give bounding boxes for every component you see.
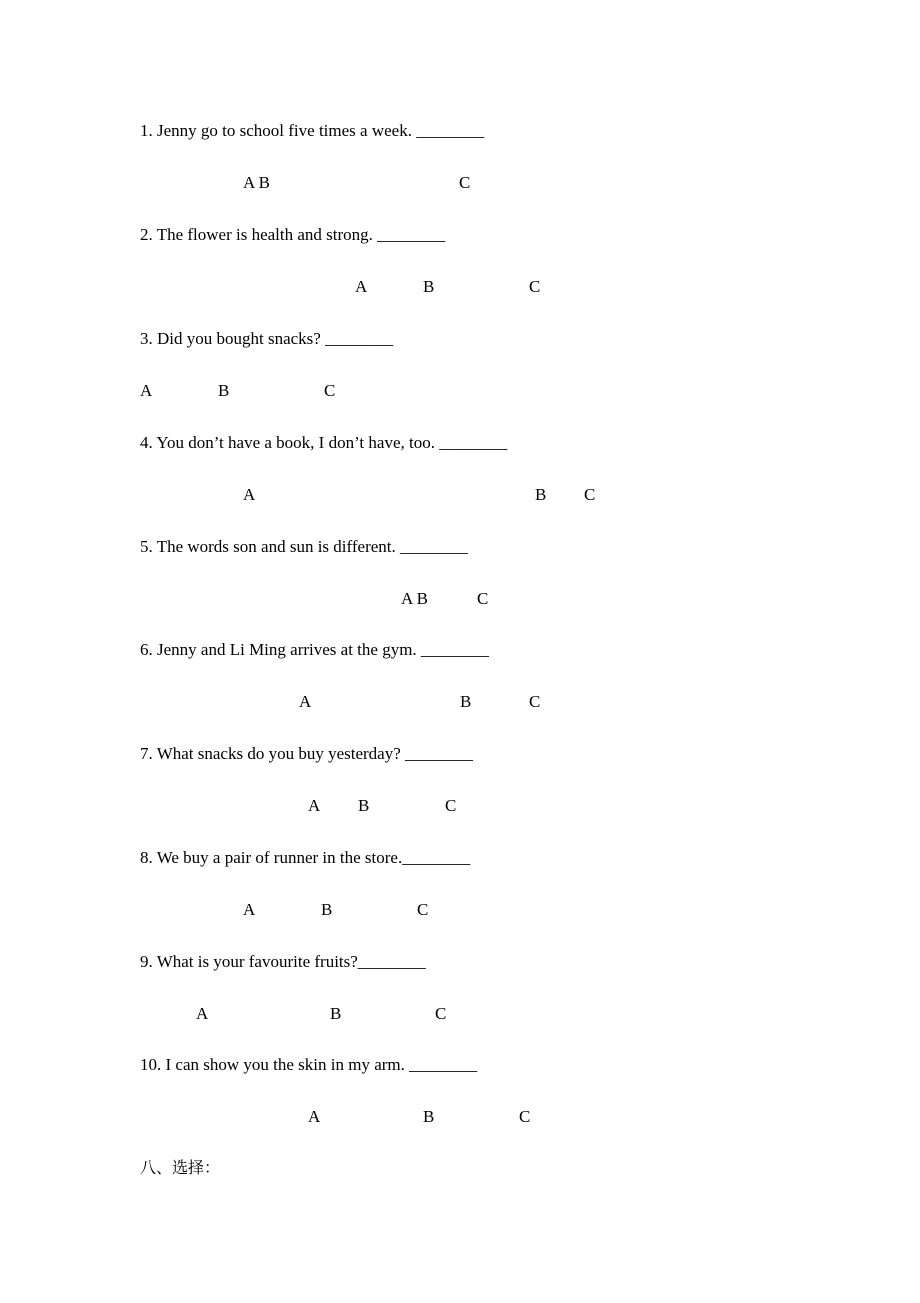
question-7-text: 7. What snacks do you buy yesterday? ________ [140,744,474,763]
question-4-option-b: B [535,485,547,504]
question-7-option-a: A [308,796,321,815]
question-9-text: 9. What is your favourite fruits?________ [140,952,426,971]
question-6-option-c: C [529,692,541,711]
question-2-option-c: C [529,277,541,296]
question-6-option-a: A [299,692,312,711]
question-7-option-c: C [445,796,457,815]
question-2-text: 2. The flower is health and strong. ________ [140,225,446,244]
section-heading: 八、选择： [140,1158,221,1177]
question-9-option-c: C [435,1004,447,1023]
question-4-option-a: A [243,485,256,504]
question-3-option-b: B [218,381,230,400]
question-5-option-ab: A B [401,589,428,608]
question-10-text: 10. I can show you the skin in my arm. ________ [140,1055,478,1074]
question-6-option-b: B [460,692,472,711]
question-5-text: 5. The words son and sun is different. ________ [140,537,469,556]
question-4-text: 4. You don’t have a book, I don’t have, too. ________ [140,433,508,452]
question-8-option-b: B [321,900,333,919]
question-2-option-a: A [355,277,368,296]
question-3-option-c: C [324,381,336,400]
question-2-option-b: B [423,277,435,296]
question-9-option-a: A [196,1004,209,1023]
question-4-option-c: C [584,485,596,504]
question-1-text: 1. Jenny go to school five times a week. ________ [140,121,485,140]
question-1-option-c: C [459,173,471,192]
question-6-text: 6. Jenny and Li Ming arrives at the gym. ________ [140,640,489,659]
question-10-option-a: A [308,1107,321,1126]
question-10-option-b: B [423,1107,435,1126]
question-3-text: 3. Did you bought snacks? ________ [140,329,394,348]
question-1-option-ab: A B [243,173,270,192]
question-7-option-b: B [358,796,370,815]
question-10-option-c: C [519,1107,531,1126]
question-8-option-a: A [243,900,256,919]
question-8-text: 8. We buy a pair of runner in the store.________ [140,848,471,867]
question-8-option-c: C [417,900,429,919]
question-9-option-b: B [330,1004,342,1023]
question-5-option-c: C [477,589,489,608]
question-3-option-a: A [140,381,153,400]
